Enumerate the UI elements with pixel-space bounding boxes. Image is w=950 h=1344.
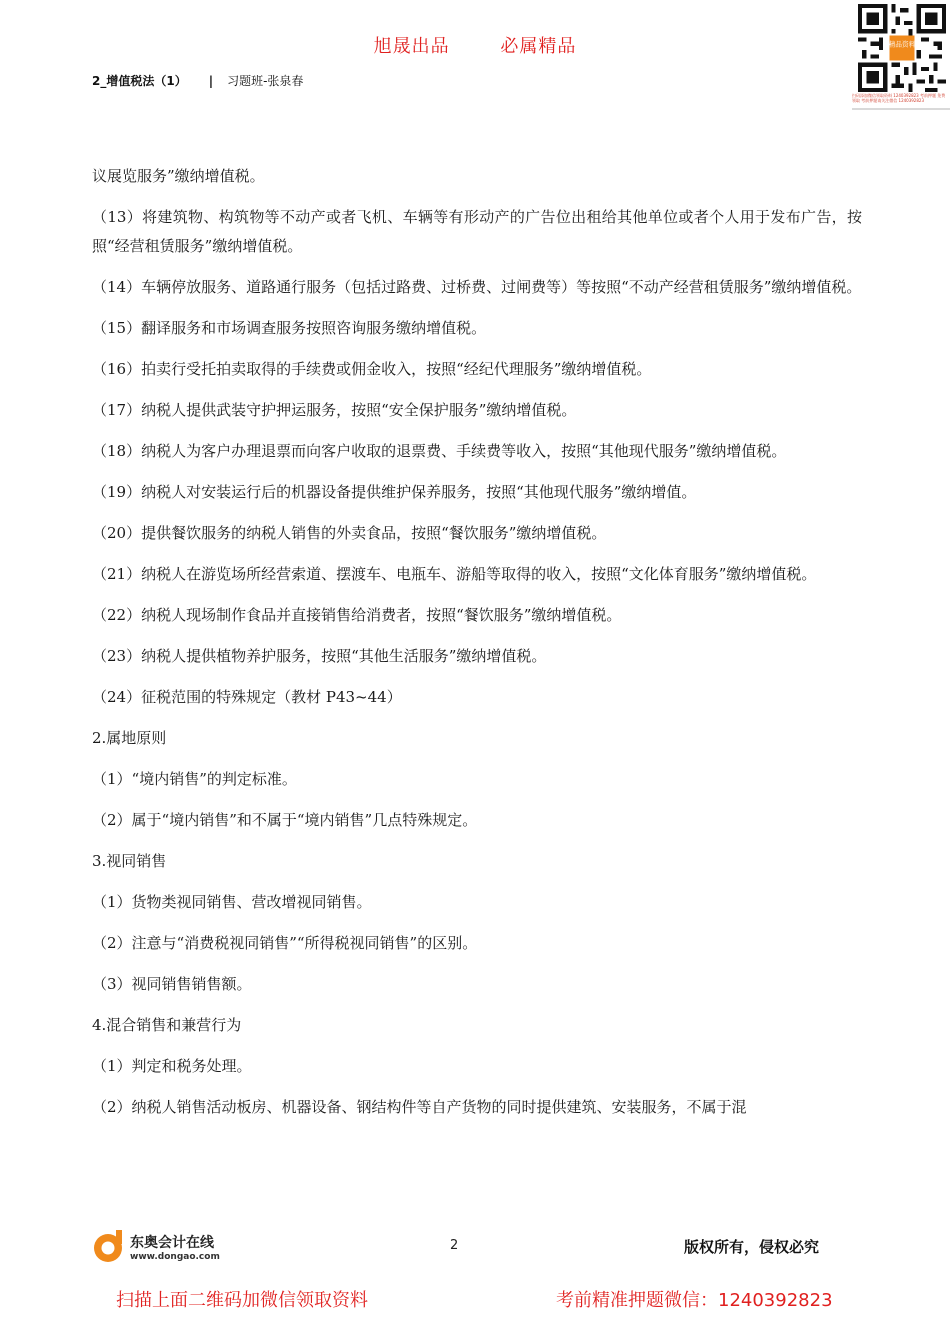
paragraph: （15）翻译服务和市场调查服务按照咨询服务缴纳增值税。 (92, 319, 487, 337)
paragraph: （21）纳税人在游览场所经营索道、摆渡车、电瓶车、游船等取得的收入，按照“文化体育服务”缴纳增值税。 (92, 565, 817, 583)
document-subtitle: 习题班-张泉春 (227, 74, 304, 88)
logo-name: 东奥会计在线 (130, 1235, 214, 1251)
paragraph: （23）纳税人提供植物养护服务，按照“其他生活服务”缴纳增值税。 (92, 647, 547, 665)
paragraph: （19）纳税人对安装运行后的机器设备提供维护保养服务，按照“其他现代服务”缴纳增值。 (92, 483, 697, 501)
paragraph: （1）判定和税务处理。 (92, 1057, 252, 1075)
paragraph: （17）纳税人提供武装守护押运服务，按照“安全保护服务”缴纳增值税。 (92, 401, 577, 419)
copyright-notice: 版权所有，侵权必究 (684, 1238, 820, 1256)
header-divider (852, 108, 950, 110)
paragraph: 议展览服务”缴纳增值税。 (92, 167, 265, 185)
logo-url: www.dongao.com (130, 1252, 220, 1262)
section-heading: 2.属地原则 (92, 729, 167, 747)
paragraph: （1）货物类视同销售、营改增视同销售。 (92, 893, 372, 911)
paragraph: （24）征税范围的特殊规定（教材 P43~44） (92, 688, 402, 706)
paragraph: （1）“境内销售”的判定标准。 (92, 770, 297, 788)
section-heading: 3.视同销售 (92, 852, 167, 870)
paragraph: （22）纳税人现场制作食品并直接销售给消费者，按照“餐饮服务”缴纳增值税。 (92, 606, 622, 624)
document-title: 2_增值税法（1） (92, 74, 187, 88)
qr-code-icon (858, 4, 946, 92)
paragraph: （13）将建筑物、构筑物等不动产或者飞机、车辆等有形动产的广告位出租给其他单位或者个人用于发布广告，按照“经营租赁服务”缴纳增值税。 (92, 208, 862, 255)
paragraph: （3）视同销售销售额。 (92, 975, 252, 993)
paragraph: （2）注意与“消费税视同销售”“所得税视同销售”的区别。 (92, 934, 478, 952)
paragraph: （20）提供餐饮服务的纳税人销售的外卖食品，按照“餐饮服务”缴纳增值税。 (92, 524, 607, 542)
section-heading: 4.混合销售和兼营行为 (92, 1016, 242, 1034)
footer-qr-note: 扫描上面二维码加微信领取资料 (116, 1290, 368, 1311)
banner-right: 必属精品 (500, 36, 577, 57)
footer-wechat-note: 考前精准押题微信：1240392823 (556, 1290, 833, 1311)
paragraph: （2）纳税人销售活动板房、机器设备、钢结构件等自产货物的同时提供建筑、安装服务，不属于混 (92, 1098, 747, 1116)
header-separator: | (208, 74, 214, 88)
paragraph: （16）拍卖行受托拍卖取得的手续费或佣金收入，按照“经纪代理服务”缴纳增值税。 (92, 360, 652, 378)
banner-left: 旭晟出品 (373, 36, 450, 57)
paragraph: （2）属于“境内销售”和不属于“境内销售”几点特殊规定。 (92, 811, 478, 829)
dongao-logo-icon (92, 1228, 128, 1264)
paragraph: （18）纳税人为客户办理退票而向客户收取的退票费、手续费等收入，按照“其他现代服务”缴纳增值税。 (92, 442, 787, 460)
footer-logo (92, 1226, 252, 1268)
document-body (92, 162, 862, 1134)
top-banner (0, 32, 950, 58)
paragraph: （14）车辆停放服务、道路通行服务（包括过路费、过桥费、过闸费等）等按照“不动产经营租赁服务”缴纳增值税。 (92, 278, 862, 296)
qr-caption: 扫码添加微信领取资料 1240392823 考前押题 免费领取 考前押题请关注微信 1240392823 (852, 93, 946, 103)
document-header (92, 72, 303, 89)
qr-center-label: 精品资料 (888, 40, 916, 49)
page-number: 2 (450, 1238, 459, 1253)
